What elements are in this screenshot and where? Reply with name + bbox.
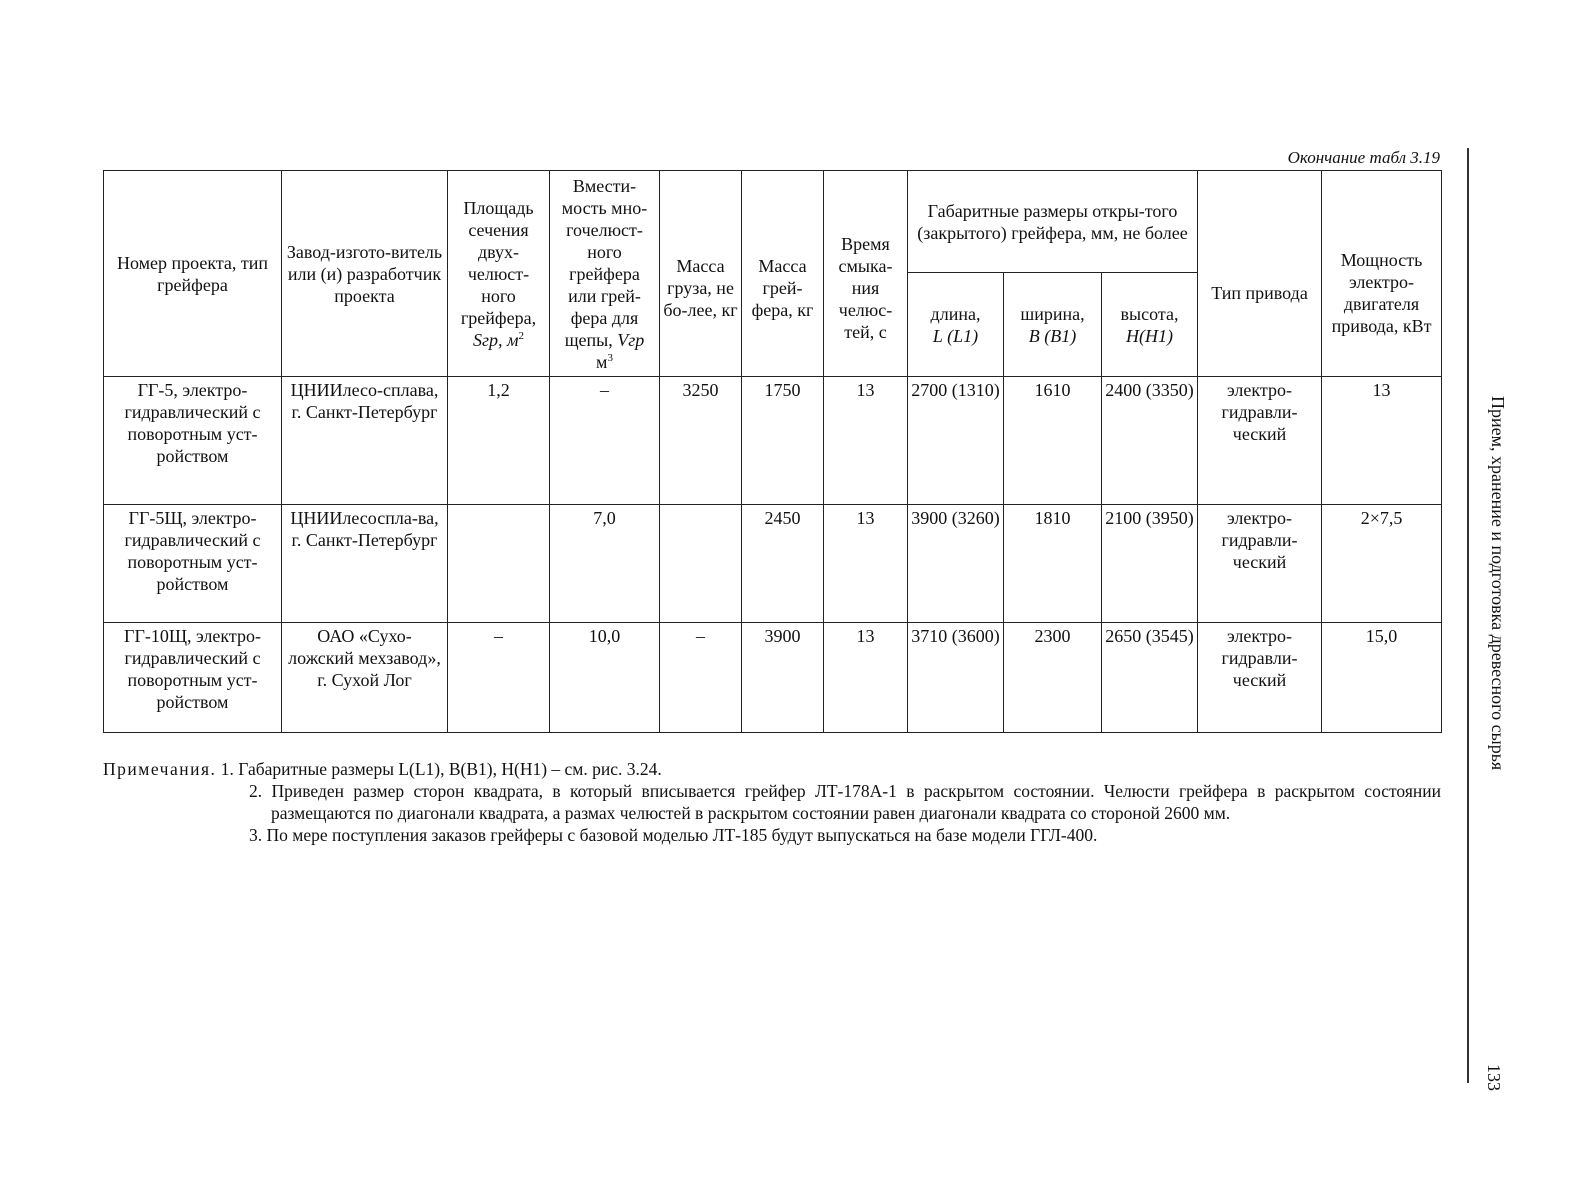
cell-project: ГГ-10Щ, электро-гидравлический с поворотным уст-ройством <box>104 623 282 733</box>
table-caption: Окончание табл 3.19 <box>1287 148 1440 167</box>
cell-maker: ЦНИИлесоспла-ва, г. Санкт-Петербург <box>282 505 448 623</box>
header-width: ширина, B (B1) <box>1004 273 1102 377</box>
cell-grab-mass: 1750 <box>742 377 824 505</box>
cell-drive-type: электро-гидравли-ческий <box>1198 377 1322 505</box>
cell-length: 3900 (3260) <box>908 505 1004 623</box>
cell-width: 1810 <box>1004 505 1102 623</box>
cell-grab-mass: 3900 <box>742 623 824 733</box>
cell-maker: ЦНИИлесо-сплава, г. Санкт-Петербург <box>282 377 448 505</box>
cell-area: 1,2 <box>448 377 550 505</box>
margin-divider <box>1467 148 1469 1083</box>
cell-capacity: 7,0 <box>550 505 660 623</box>
note-2: 2. Приведен размер сторон квадрата, в который вписывается грейфер ЛТ-178А-1 в раскрытом состоянии. Челюсти грейфера в раскрытом состоянии размещаются по диагонали квадрата, а размах челюстей в раскрытом состоянии равен диагонали квадрата со стороной 2600 мм. <box>249 781 1441 823</box>
header-load-mass: Масса груза, не бо-лее, кг <box>660 171 742 377</box>
cell-height: 2400 (3350) <box>1102 377 1198 505</box>
cell-width: 2300 <box>1004 623 1102 733</box>
cell-power: 13 <box>1322 377 1442 505</box>
note-1-text: 1. Габаритные размеры L(L1), B(B1), H(H1) – см. рис. 3.24. <box>220 759 662 779</box>
cell-height: 2100 (3950) <box>1102 505 1198 623</box>
cell-capacity: 10,0 <box>550 623 660 733</box>
table-row <box>104 505 1442 623</box>
cell-load-mass <box>660 505 742 623</box>
header-grab-mass: Масса грей-фера, кг <box>742 171 824 377</box>
header-maker: Завод-изгото-витель или (и) разработчик проекта <box>282 171 448 377</box>
cell-area: – <box>448 623 550 733</box>
header-dimensions: Габаритные размеры откры-того (закрытого) грейфера, мм, не более <box>908 171 1198 273</box>
header-capacity: Вмести-мость мно-гочелюст-ного грейфера или грей-фера для щепы, Vгр $м^3$ <box>550 171 660 377</box>
cell-project: ГГ-5, электро-гидравлический с поворотным уст-ройством <box>104 377 282 505</box>
cell-maker: ОАО «Сухо-ложский мехзавод», г. Сухой Лог <box>282 623 448 733</box>
cell-height: 2650 (3545) <box>1102 623 1198 733</box>
header-project: Номер проекта, тип грейфера <box>104 171 282 377</box>
cell-load-mass: – <box>660 623 742 733</box>
cell-length: 2700 (1310) <box>908 377 1004 505</box>
cell-power: 2×7,5 <box>1322 505 1442 623</box>
table-row <box>104 623 1442 733</box>
cell-width: 1610 <box>1004 377 1102 505</box>
cell-close-time: 13 <box>824 505 908 623</box>
grab-specs-table <box>103 170 1442 733</box>
cell-drive-type: электро-гидравли-ческий <box>1198 623 1322 733</box>
cell-close-time: 13 <box>824 623 908 733</box>
notes-block <box>103 758 1441 846</box>
cell-length: 3710 (3600) <box>908 623 1004 733</box>
page-number: 133 <box>1484 1064 1504 1091</box>
header-row-1 <box>104 171 1442 273</box>
header-area: Площадь сечения двух-челюст-ного грейфера, Sгр, $м^2$ <box>448 171 550 377</box>
cell-grab-mass: 2450 <box>742 505 824 623</box>
header-drive-type: Тип привода <box>1198 171 1322 377</box>
table-row <box>104 377 1442 505</box>
note-1 <box>103 758 1441 780</box>
header-length: длина, L (L1) <box>908 273 1004 377</box>
note-3: 3. По мере поступления заказов грейферы с базовой моделью ЛТ-185 будут выпускаться на базе модели ГГЛ-400. <box>249 825 1098 845</box>
cell-project: ГГ-5Щ, электро-гидравлический с поворотным уст-ройством <box>104 505 282 623</box>
header-power: Мощность электро-двигателя привода, кВт <box>1322 171 1442 377</box>
cell-power: 15,0 <box>1322 623 1442 733</box>
header-close-time: Время смыка-ния челюс-тей, с <box>824 171 908 377</box>
running-title: Прием, хранение и подготовка древесного сырья <box>1488 395 1508 770</box>
cell-load-mass: 3250 <box>660 377 742 505</box>
cell-close-time: 13 <box>824 377 908 505</box>
cell-drive-type: электро-гидравли-ческий <box>1198 505 1322 623</box>
cell-area <box>448 505 550 623</box>
notes-lead: Примечания. <box>103 759 217 779</box>
cell-capacity: – <box>550 377 660 505</box>
header-height: высота, H(H1) <box>1102 273 1198 377</box>
